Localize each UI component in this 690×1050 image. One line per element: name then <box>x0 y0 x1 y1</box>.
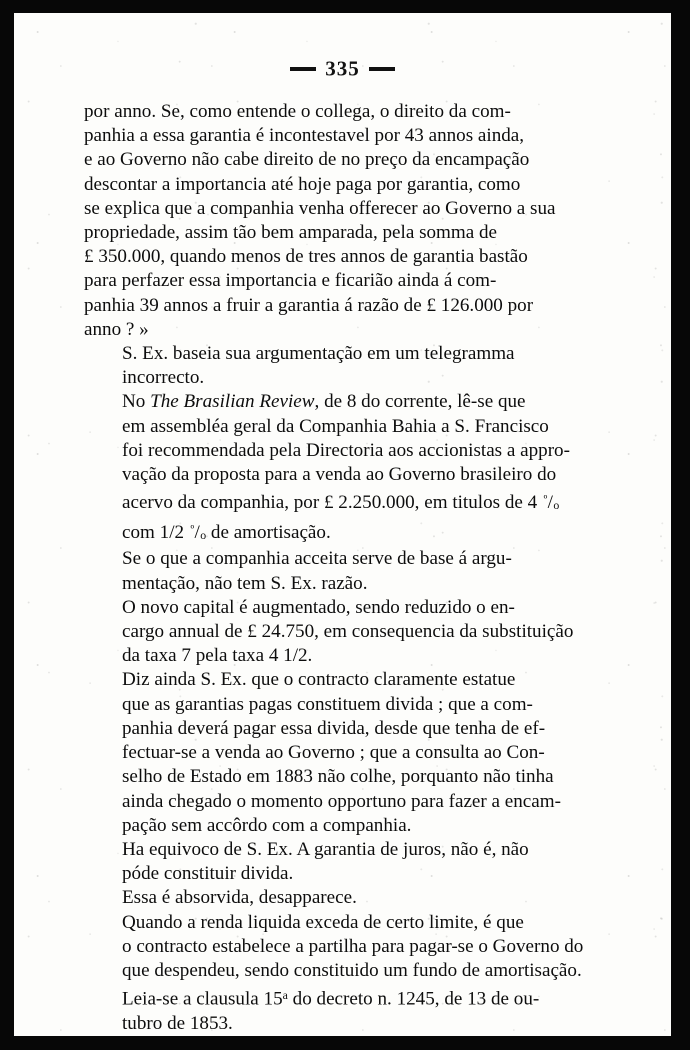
text-run: No <box>122 391 151 413</box>
text-line: incorrecto. <box>122 367 205 389</box>
text-line: e ao Governo não cabe direito de no preço da encampação <box>84 149 530 171</box>
journal-title-italic: The Brasilian Review <box>150 391 315 413</box>
text-line: da taxa 7 pela taxa 4 1/2. <box>122 645 313 667</box>
text-line-with-percent <box>84 487 605 517</box>
text-line: Quando a renda liquida exceda de certo limite, é que <box>122 911 524 933</box>
text-line: cargo annual de £ 24.750, em consequencia da substituição <box>122 621 574 643</box>
paragraph-5 <box>84 596 605 669</box>
text-line: S. Ex. baseia sua argumentação em um telegramma <box>122 343 515 365</box>
text-run: do decreto n. 1245, de 13 de ou- <box>287 988 540 1010</box>
text-run: com 1/2 <box>122 522 189 544</box>
text-line: pação sem accôrdo com a companhia. <box>122 814 412 836</box>
page-number: 335 <box>325 56 360 81</box>
ordinal-indicator: a <box>282 988 288 1003</box>
text-line: póde constituir divida. <box>122 863 294 885</box>
text-line: que despendeu, sendo constituido um fundo de amortisação. <box>122 959 582 981</box>
text-line: Se o que a companhia acceita serve de base á argu- <box>122 548 512 570</box>
paragraph-1 <box>84 100 605 342</box>
text-line: por anno. Se, como entende o collega, o direito da com- <box>84 101 511 122</box>
text-run: Leia-se a clausula 15 <box>122 988 283 1010</box>
paragraph-6 <box>84 668 605 837</box>
text-line: descontar a importancia até hoje paga por garantia, como <box>84 173 521 195</box>
text-run: acervo da companhia, por £ 2.250.000, em titulos de 4 <box>122 492 542 514</box>
text-line-with-ordinal <box>84 983 605 1012</box>
text-line: panhia a essa garantia é incontestavel por 43 annos ainda, <box>84 125 525 147</box>
text-line: Essa é absorvida, desapparece. <box>122 887 357 909</box>
page-header <box>14 55 671 82</box>
percent-symbol-icon: $^º$/o <box>190 522 207 544</box>
text-line: se explica que a companhia venha offerecer ao Governo a sua <box>84 197 556 219</box>
text-line: Diz ainda S. Ex. que o contracto claramente estatue <box>122 669 516 691</box>
paragraph-10 <box>84 983 605 1036</box>
text-line-with-percent <box>84 517 605 547</box>
percent-symbol-icon: $^º$/o <box>543 492 560 514</box>
text-line: ainda chegado o momento opportuno para fazer a encam- <box>122 790 561 812</box>
text-line: panhia 39 annos a fruir a garantia á razão de £ 126.000 por <box>84 294 534 316</box>
paragraph-8 <box>84 886 605 910</box>
text-line: O novo capital é augmentado, sendo reduzido o en- <box>122 596 515 618</box>
text-line: foi recommendada pela Directoria aos accionistas a appro- <box>122 439 570 461</box>
header-rule-left-icon <box>290 67 316 71</box>
text-line: selho de Estado em 1883 não colhe, porquanto não tinha <box>122 766 554 788</box>
text-line: que as garantias pagas constituem divida ; que a com- <box>122 693 533 715</box>
text-line: panhia deverá pagar essa divida, desde que tenha de ef- <box>122 717 546 739</box>
text-line: para perfazer essa importancia e ficarião ainda á com- <box>84 270 497 292</box>
text-line: vação da proposta para a venda ao Governo brasileiro do <box>122 464 557 486</box>
text-line: tubro de 1853. <box>122 1012 233 1034</box>
paragraph-2 <box>84 342 605 390</box>
text-line: o contracto estabelece a partilha para pagar-se o Governo do <box>122 935 584 957</box>
header-rule-right-icon <box>369 67 395 71</box>
text-line: Ha equivoco de S. Ex. A garantia de juros, não é, não <box>122 838 529 860</box>
paragraph-3 <box>84 390 605 547</box>
text-line: mentação, não tem S. Ex. razão. <box>122 572 368 594</box>
text-line: em assembléa geral da Companhia Bahia a S. Francisco <box>122 415 549 437</box>
paragraph-9 <box>84 911 605 984</box>
text-line: propriedade, assim tão bem amparada, pela somma de <box>84 222 498 244</box>
page-body-text <box>84 100 605 1036</box>
paragraph-7 <box>84 838 605 886</box>
text-line-with-italic <box>84 390 605 414</box>
text-line: anno ? » <box>84 318 149 340</box>
paragraph-4 <box>84 547 605 595</box>
text-run: , de 8 do corrente, lê-se que <box>314 391 526 413</box>
paper-sheet <box>14 13 671 1036</box>
text-line: £ 350.000, quando menos de tres annos de garantia bastão <box>84 246 528 268</box>
text-line: fectuar-se a venda ao Governo ; que a consulta ao Con- <box>122 742 545 764</box>
text-run: de amortisação. <box>206 522 331 544</box>
